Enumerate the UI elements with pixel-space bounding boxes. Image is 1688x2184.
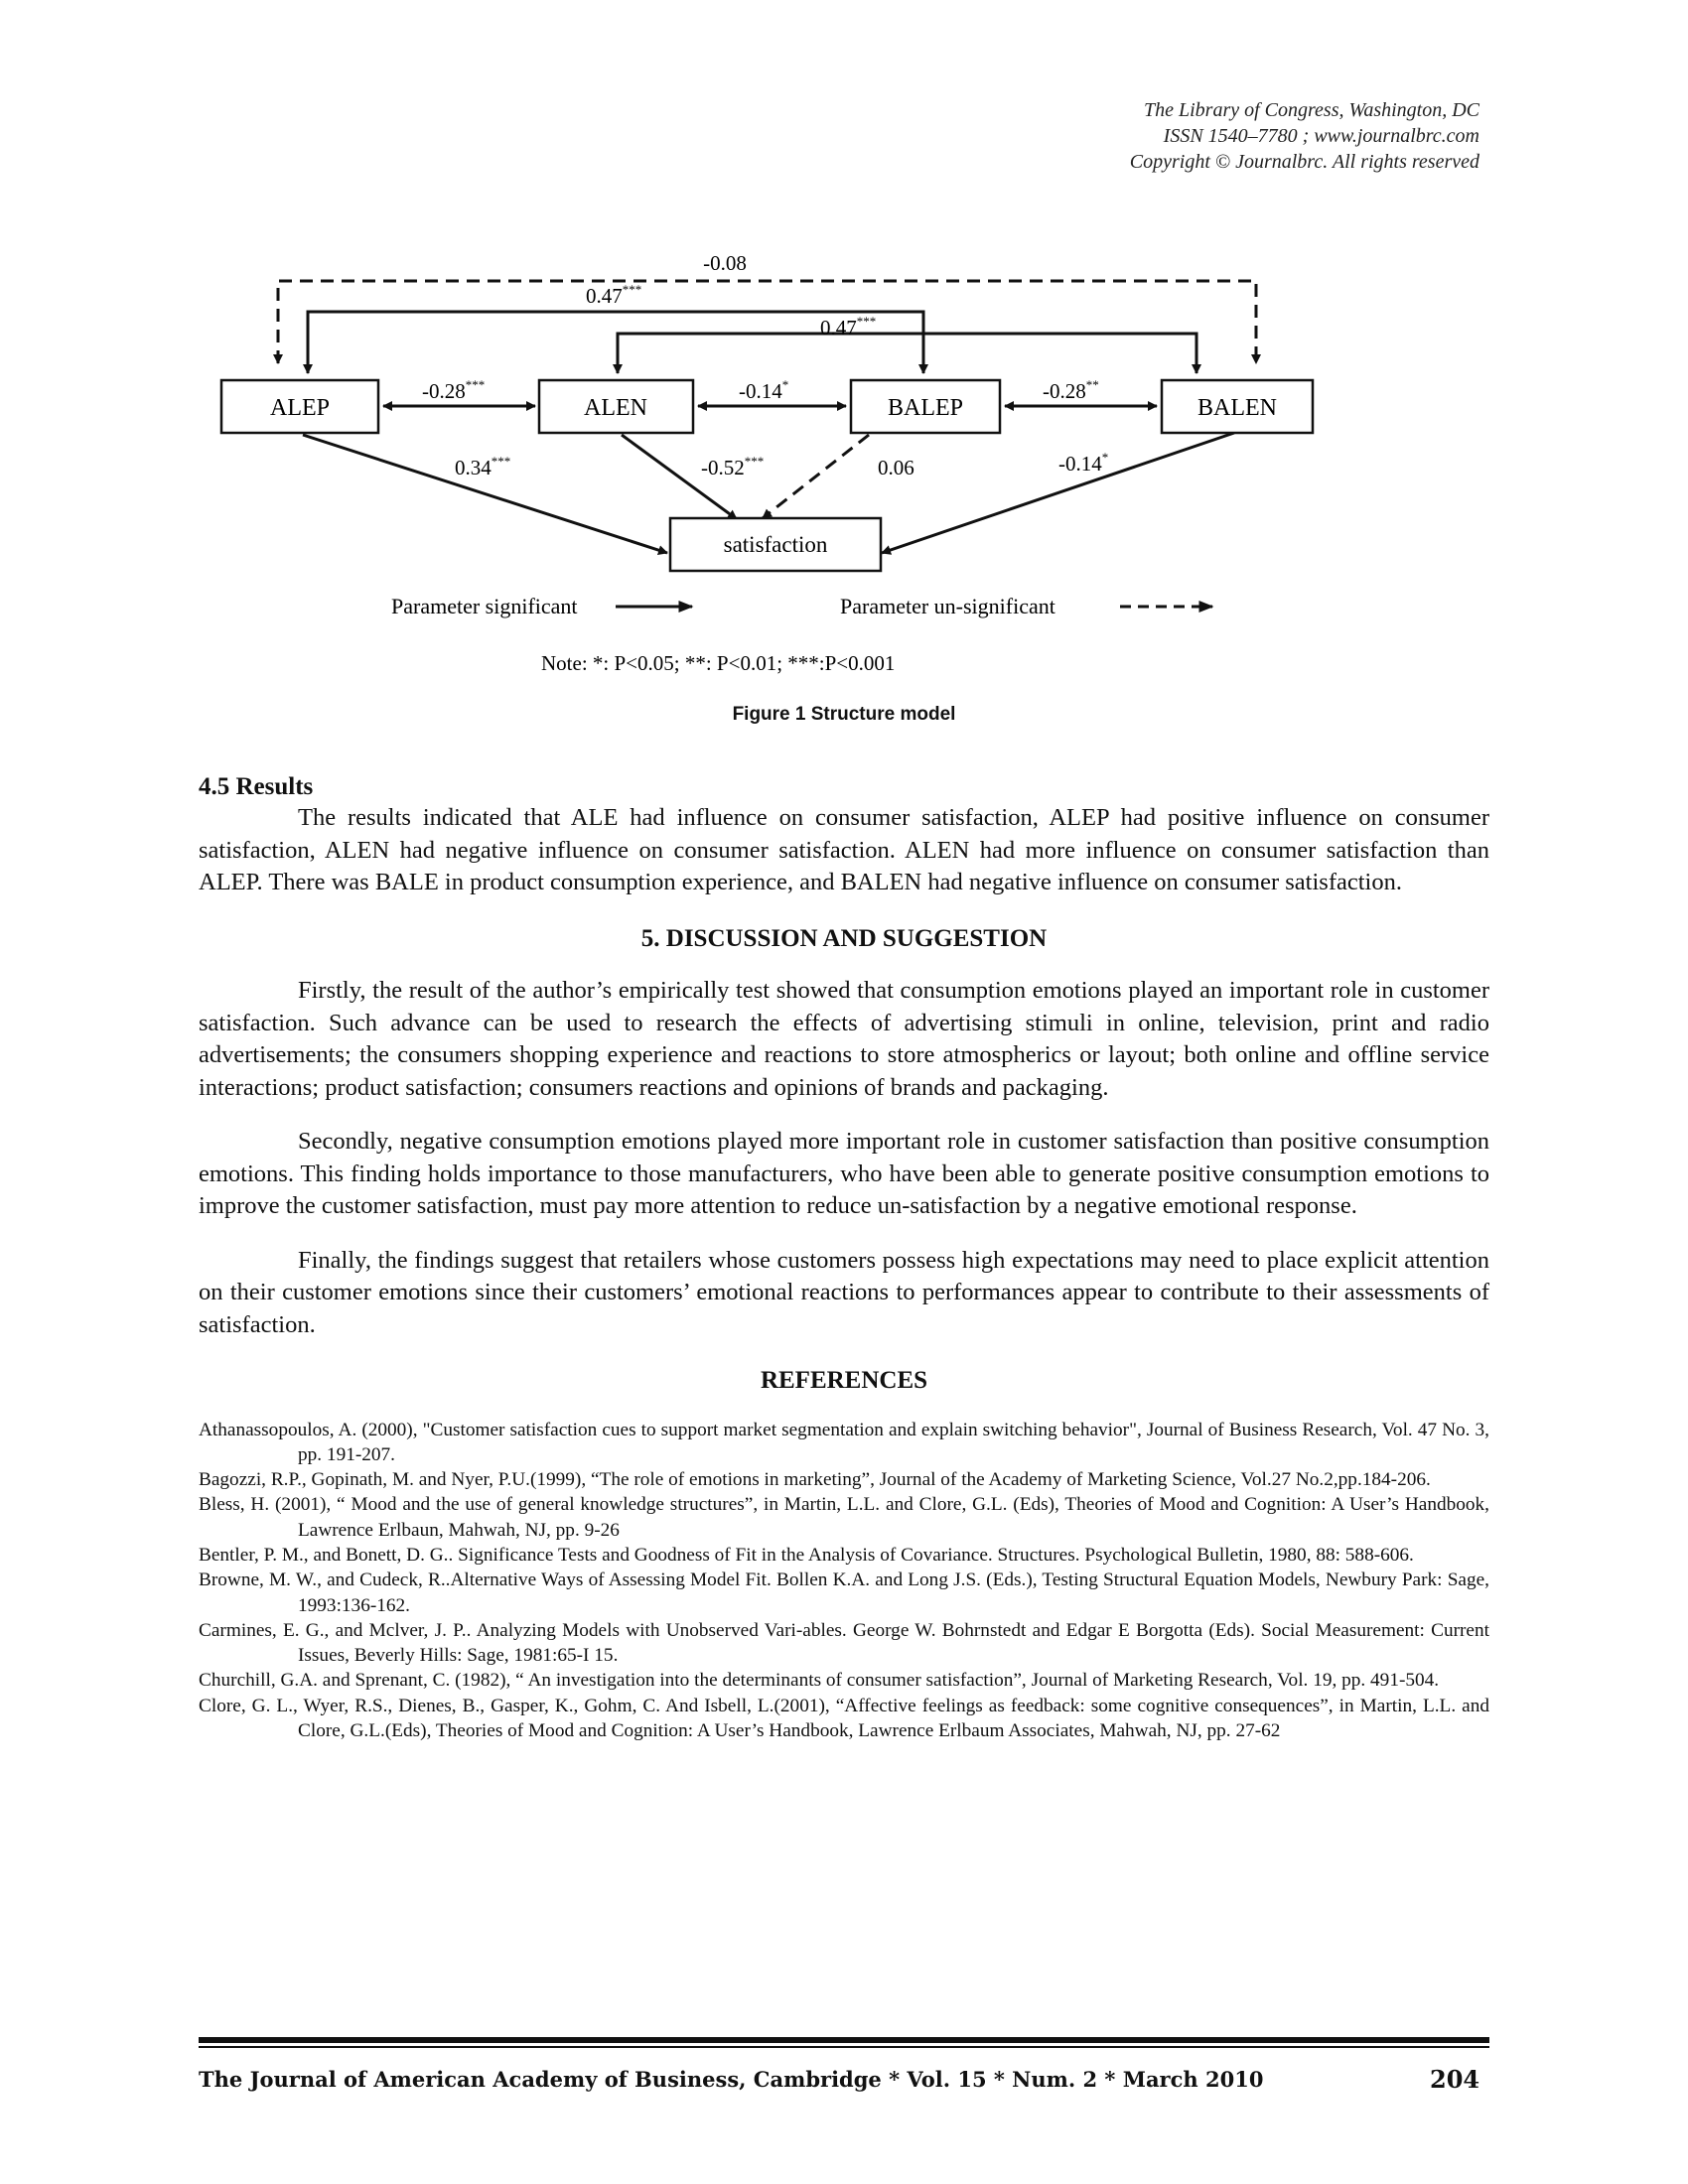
discussion-paragraph-2: Secondly, negative consumption emotions played more important role in customer satisfaction than positive consumption emotions. This finding holds importance to those manufacturers, who have been able to generate positive consumption emotions to improve the customer satisfaction, must pay more attention to reduce un-satisfaction by a negative emotional response. (199, 1128, 1489, 1219)
footer-rule-thin (199, 2046, 1489, 2048)
reference-item: Athanassopoulos, A. (2000), "Customer satisfaction cues to support market segmentation and explain switching behavior", Journal of Business Research, Vol. 47 No. 3, pp. 191-207. (199, 1419, 1489, 1465)
coef-alep-balep: 0.47*** (586, 282, 642, 308)
node-satisfaction: satisfaction (723, 532, 828, 557)
footer-rule-thick (199, 2037, 1489, 2043)
reference-item: Browne, M. W., and Cudeck, R..Alternative Ways of Assessing Model Fit. Bollen K.A. and Long J.S. (Eds.), Testing Structural Equation Models, Newbury Park: Sage, 1993:136-162. (199, 1570, 1489, 1616)
node-alen: ALEN (584, 395, 647, 421)
reference-item: Bless, H. (2001), “ Mood and the use of general knowledge structures”, in Martin, L.L. and Clore, G.L. (Eds), Theories of Mood and Cognition: A User’s Handbook, Lawrence Erlbaun, Mahwah, NJ, pp. 9-26 (199, 1494, 1489, 1541)
node-balen: BALEN (1197, 395, 1277, 421)
results-heading: 4.5 Results (199, 773, 314, 800)
header-line-1: The Library of Congress, Washington, DC (1143, 99, 1479, 121)
node-alep: ALEP (270, 395, 330, 421)
results-paragraph: The results indicated that ALE had influence on consumer satisfaction, ALEP had positive influence on consumer satisfaction, ALEN had negative influence on consumer satisfaction. ALEN had more influence on consumer satisfaction than ALEP. There was BALE in product consumption experience, and BALEN had negative influence on consumer satisfaction. (199, 804, 1489, 895)
reference-item: Clore, G. L., Wyer, R.S., Dienes, B., Gasper, K., Gohm, C. And Isbell, L.(2001), “Affective feelings as feedback: some cognitive consequences”, in Martin, L.L. and Clore, G.L.(Eds), Theories of Mood and Cognition: A User’s Handbook, Lawrence Erlbaum Associates, Mahwah, NJ, pp. 27-62 (199, 1695, 1489, 1742)
coef-balep-balen: -0.28** (1043, 377, 1099, 403)
reference-item: Bagozzi, R.P., Gopinath, M. and Nyer, P.U.(1999), “The role of emotions in marketing”, Journal of the Academy of Marketing Science, Vol.27 No.2,pp.184-206. (199, 1469, 1431, 1491)
figure-caption: Figure 1 Structure model (732, 704, 956, 725)
path-alep-balen (278, 281, 1256, 363)
figure-note: Note: *: P<0.05; **: P<0.01; ***:P<0.001 (541, 651, 896, 675)
path-alep-satisfaction (303, 435, 667, 553)
coef-alen-balep: -0.14* (739, 377, 789, 403)
header-line-2: ISSN 1540–7780 ; www.journalbrc.com (1163, 125, 1479, 147)
reference-item: Carmines, E. G., and Mclver, J. P.. Analyzing Models with Unobserved Vari-ables. George W. Bohrnstedt and Edgar E Borgotta (Eds). Social Measurement: Current Issues, Beverly Hills: Sage, 1981:65-I 15. (199, 1619, 1489, 1667)
coef-alen-balen: 0.47*** (820, 314, 877, 340)
journal-footer: The Journal of American Academy of Business, Cambridge * Vol. 15 * Num. 2 * March 2010 (199, 2067, 1264, 2092)
page-number: 204 (1430, 2065, 1480, 2094)
legend-significant: Parameter significant (391, 594, 578, 618)
discussion-heading: 5. DISCUSSION AND SUGGESTION (640, 924, 1048, 952)
references-heading: REFERENCES (760, 1367, 928, 1394)
discussion-paragraph-1: Firstly, the result of the author’s empirically test showed that consumption emotions played an important role in customer satisfaction. Such advance can be used to research the effects of advertising stimuli in online, television, print and radio advertisements; the consumers shopping experience and reactions to store atmospherics or layout; both online and offline service interactions; product satisfaction; consumers reactions and opinions of brands and packaging. (199, 977, 1489, 1101)
coef-alep-alen: -0.28*** (422, 377, 486, 403)
references-list (199, 1418, 1489, 1744)
node-balep: BALEP (887, 395, 964, 421)
main-content (199, 772, 1489, 1743)
reference-item: Churchill, G.A. and Sprenant, C. (1982), “ An investigation into the determinants of consumer satisfaction”, Journal of Marketing Research, Vol. 19, pp. 491-504. (199, 1670, 1440, 1692)
coef-alep-satisfaction: 0.34*** (455, 454, 511, 479)
coef-alen-satisfaction: -0.52*** (701, 454, 765, 479)
path-balep-satisfaction (763, 435, 869, 518)
discussion-paragraph-3: Finally, the findings suggest that retailers whose customers possess high expectations may need to place explicit attention on their customer emotions since their customers’ emotional reactions to performances appear to contribute to their assessments of satisfaction. (199, 1246, 1489, 1338)
coef-balep-satisfaction: 0.06 (878, 456, 914, 479)
coef-alep-balen: -0.08 (703, 251, 747, 275)
path-alen-balen (618, 334, 1196, 373)
header-line-3: Copyright © Journalbrc. All rights reserved (1129, 151, 1479, 173)
reference-item: Bentler, P. M., and Bonett, D. G.. Significance Tests and Goodness of Fit in the Analysis of Covariance. Structures. Psychological Bulletin, 1980, 88: 588-606. (199, 1544, 1414, 1566)
structure-model-diagram (0, 0, 1688, 695)
coef-balen-satisfaction: -0.14* (1058, 450, 1109, 476)
legend-unsignificant: Parameter un-significant (840, 594, 1055, 618)
